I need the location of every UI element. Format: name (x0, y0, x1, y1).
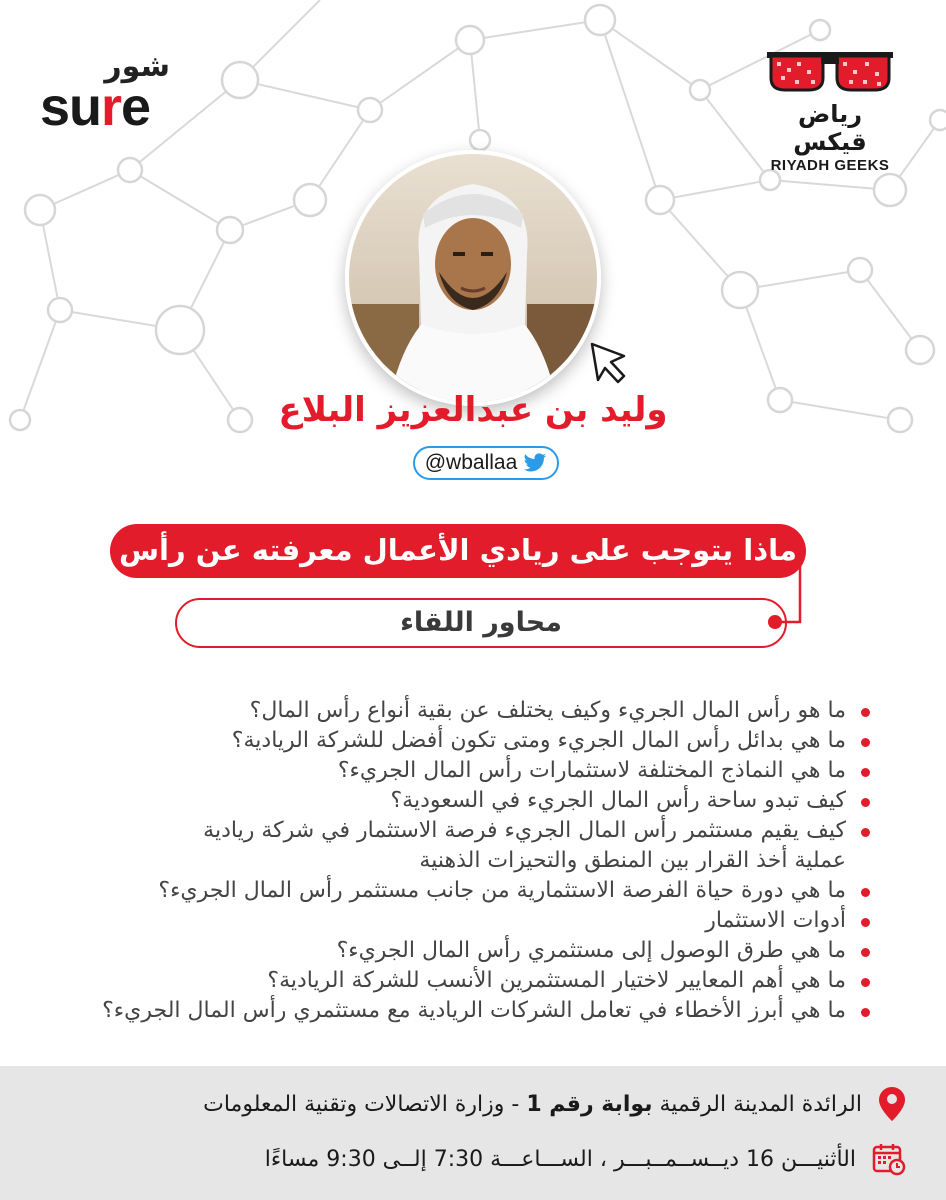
riyadh-geeks-english: RIYADH GEEKS (770, 157, 890, 174)
topic-item: ما هي أهم المعايير لاختيار المستثمرين الأنسب للشركة الريادية؟ (40, 966, 870, 996)
sure-logo-arabic: شور (104, 49, 170, 84)
bullet-dot-icon (861, 738, 870, 747)
glasses-icon (765, 50, 895, 94)
twitter-handle[interactable]: @wballaa (424, 451, 518, 474)
topic-item: ما هو رأس المال الجريء وكيف يختلف عن بقية أنواع رأس المال؟ (40, 696, 870, 726)
bullet-dot-icon (861, 948, 870, 957)
bullet-dot-icon (861, 828, 870, 837)
bullet-dot-icon (861, 888, 870, 897)
topics-list (40, 696, 870, 1026)
event-title: ماذا يتوجب على ريادي الأعمال معرفته عن رأس المال الجريء (119, 533, 797, 611)
topic-item: ما هي أبرز الأخطاء في تعامل الشركات الريادية مع مستثمري رأس المال الجريء؟ (40, 996, 870, 1026)
bullet-dot-icon (861, 798, 870, 807)
bullet-dot-icon (861, 978, 870, 987)
date-text: الأثنيـــن 16 ديــســمــبـــر ، الســـاعـــة 7:30 إلــى 9:30 مساءًا (264, 1146, 856, 1172)
topic-item: أدوات الاستثمار (40, 906, 870, 936)
bullet-dot-icon (861, 708, 870, 717)
calendar-clock-icon (872, 1142, 906, 1176)
bullet-dot-icon (861, 1008, 870, 1017)
bullet-dot-icon (861, 918, 870, 927)
twitter-handle-badge[interactable] (413, 446, 559, 480)
topic-item: ما هي طرق الوصول إلى مستثمري رأس المال الجريء؟ (40, 936, 870, 966)
cursor-icon (588, 340, 632, 386)
location-pin-icon (878, 1086, 906, 1122)
topic-item: ما هي دورة حياة الفرصة الاستثمارية من جانب مستثمر رأس المال الجريء؟ (40, 876, 870, 906)
date-row (106, 1142, 906, 1176)
sure-logo-english: sure (40, 77, 151, 137)
topic-item-continuation: عملية أخذ القرار بين المنطق والتحيزات الذهنية (419, 848, 846, 873)
speaker-name: وليد بن عبدالعزيز البلاع (278, 390, 668, 430)
riyadh-geeks-logo (760, 50, 900, 174)
topic-item: ما هي النماذج المختلفة لاستثمارات رأس المال الجريء؟ (40, 756, 870, 786)
topic-item: كيف يقيم مستثمر رأس المال الجريء فرصة الاستثمار في شركة ريادية (40, 816, 870, 846)
location-row (106, 1086, 906, 1122)
speaker-avatar (345, 150, 601, 406)
topic-item: ما هي بدائل رأس المال الجريء ومتى تكون أفضل للشركة الريادية؟ (40, 726, 870, 756)
topic-item: كيف تبدو ساحة رأس المال الجريء في السعودية؟ (40, 786, 870, 816)
sure-logo (40, 49, 170, 137)
riyadh-geeks-arabic: رياض قيكس (793, 100, 867, 156)
bullet-dot-icon (861, 768, 870, 777)
twitter-bird-icon (523, 453, 547, 473)
location-text: الرائدة المدينة الرقمية بوابة رقم 1 - وزارة الاتصالات وتقنية المعلومات (203, 1091, 862, 1117)
agenda-label: محاور اللقاء (400, 607, 562, 638)
